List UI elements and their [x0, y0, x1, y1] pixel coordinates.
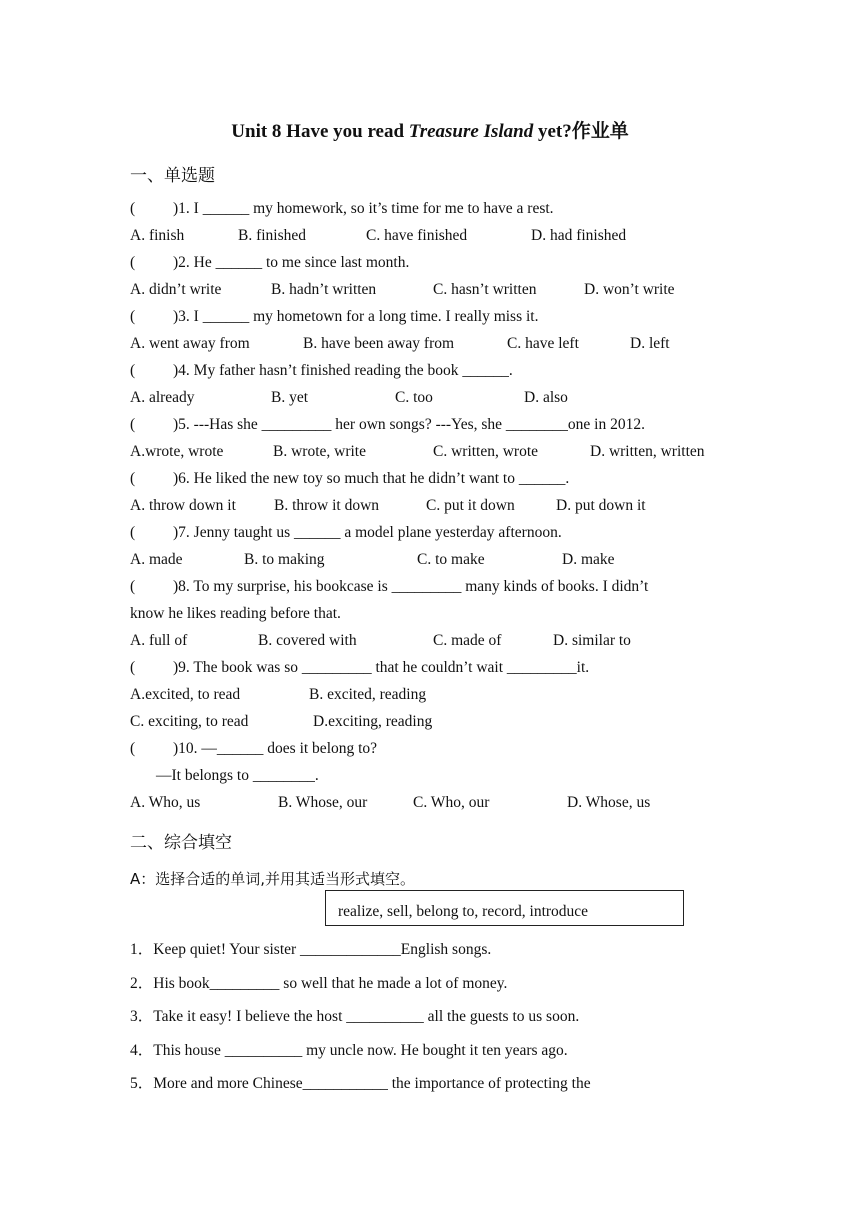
option-b: B. Whose, our	[278, 794, 368, 811]
option-d: D.exciting, reading	[313, 713, 433, 730]
option-c: C. hasn’t written	[433, 281, 537, 298]
question-7: ( )7. Jenny taught us ______ a model plane yesterday afternoon.	[130, 524, 562, 541]
option-d: D. put down it	[556, 497, 646, 514]
option-c: C. made of	[433, 632, 502, 649]
option-a: A. throw down it	[130, 497, 236, 514]
question-8-continued: know he likes reading before that.	[130, 605, 341, 622]
option-c: C. written, wrote	[433, 443, 539, 460]
fill-item-5: 5．More and more Chinese___________ the importance of protecting the	[130, 1075, 591, 1092]
option-c: C. too	[395, 389, 433, 406]
option-b: B. have been away from	[303, 335, 455, 352]
option-a: A. made	[130, 551, 183, 568]
option-d: D. had finished	[531, 227, 627, 244]
fill-item-4: 4．This house __________ my uncle now. He bought it ten years ago.	[130, 1042, 568, 1059]
option-c: C. put it down	[426, 497, 515, 514]
option-c: C. have left	[507, 335, 579, 352]
option-b: B. yet	[271, 389, 309, 406]
option-d: D. also	[524, 389, 568, 406]
question-3: ( )3. I ______ my hometown for a long time. I really miss it.	[130, 308, 539, 325]
option-d: D. similar to	[553, 632, 631, 649]
option-b: B. wrote, write	[273, 443, 366, 460]
section-heading-fill-in: 二、综合填空	[130, 833, 232, 853]
option-d: D. Whose, us	[567, 794, 651, 811]
question-8: ( )8. To my surprise, his bookcase is _________ many kinds of books. I didn’t	[130, 578, 649, 595]
option-c: C. have finished	[366, 227, 468, 244]
option-c: C. Who, our	[413, 794, 490, 811]
option-d: D. make	[562, 551, 615, 568]
option-a: A. went away from	[130, 335, 250, 352]
option-b: B. to making	[244, 551, 325, 568]
option-b: B. hadn’t written	[271, 281, 377, 298]
part-a-instruction: A：选择合适的单词,并用其适当形式填空。	[130, 870, 416, 888]
question-9: ( )9. The book was so _________ that he couldn’t wait _________it.	[130, 659, 590, 676]
question-1: ( )1. I ______ my homework, so it’s time for me to have a rest.	[130, 200, 554, 217]
option-b: B. finished	[238, 227, 307, 244]
option-b: B. throw it down	[274, 497, 380, 514]
option-a: A. already	[130, 389, 195, 406]
question-2: ( )2. He ______ to me since last month.	[130, 254, 410, 271]
option-b: B. excited, reading	[309, 686, 427, 703]
fill-item-2: 2．His book_________ so well that he made a lot of money.	[130, 975, 508, 992]
option-a: A.excited, to read	[130, 686, 241, 703]
section-heading-single-choice: 一、单选题	[130, 166, 215, 186]
question-10-response: —It belongs to ________.	[156, 767, 319, 784]
option-a: A. finish	[130, 227, 185, 244]
option-c: C. exciting, to read	[130, 713, 249, 730]
question-4: ( )4. My father hasn’t finished reading the book ______.	[130, 362, 513, 379]
option-d: D. left	[630, 335, 670, 352]
option-b: B. covered with	[258, 632, 357, 649]
option-d: D. won’t write	[584, 281, 675, 298]
fill-item-3: 3．Take it easy! I believe the host __________ all the guests to us soon.	[130, 1008, 580, 1025]
fill-item-1: 1．Keep quiet! Your sister _____________English songs.	[130, 941, 492, 958]
option-a: A.wrote, wrote	[130, 443, 224, 460]
question-5: ( )5. ---Has she _________ her own songs? ---Yes, she ________one in 2012.	[130, 416, 645, 433]
question-6: ( )6. He liked the new toy so much that he didn’t want to ______.	[130, 470, 570, 487]
option-a: A. didn’t write	[130, 281, 222, 298]
option-d: D. written, written	[590, 443, 705, 460]
word-bank-text: realize, sell, belong to, record, introduce	[338, 903, 589, 920]
word-bank-box	[325, 890, 684, 926]
option-a: A. Who, us	[130, 794, 201, 811]
page-title: Unit 8 Have you read Treasure Island yet?作业单	[231, 121, 629, 142]
option-c: C. to make	[417, 551, 485, 568]
question-10: ( )10. —______ does it belong to?	[130, 740, 378, 757]
option-a: A. full of	[130, 632, 188, 649]
